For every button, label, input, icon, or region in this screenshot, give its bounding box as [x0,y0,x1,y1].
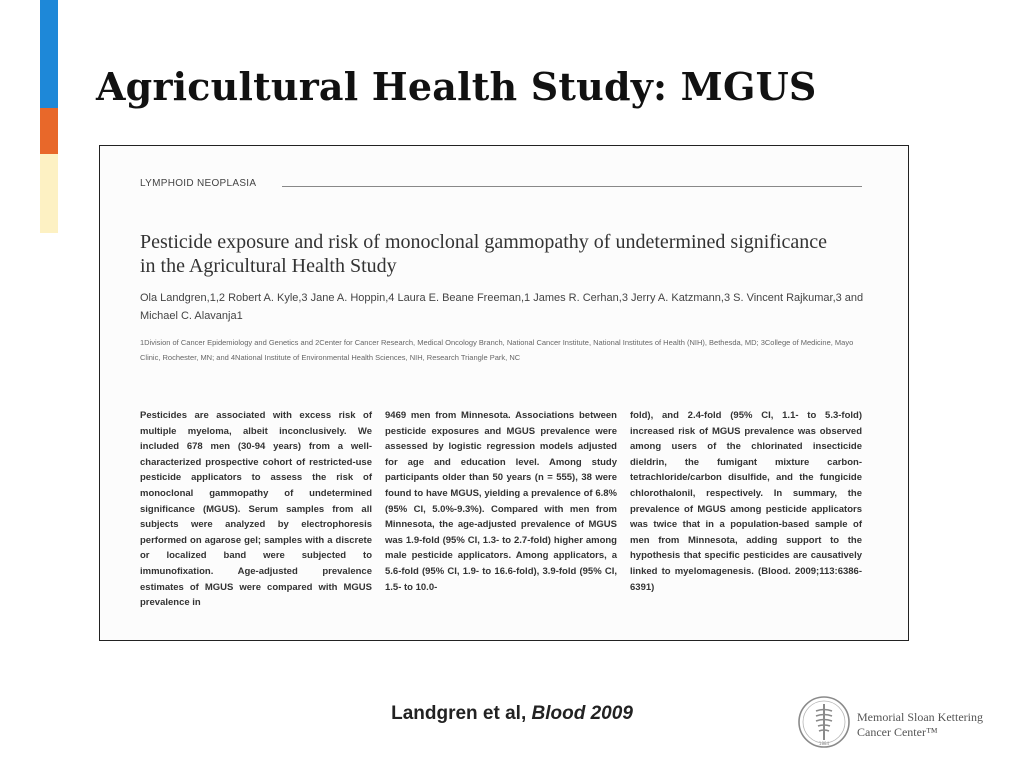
author-list: Ola Landgren,1,2 Robert A. Kyle,3 Jane A. Hoppin,4 Laura E. Beane Freeman,1 James R. Cerhan,3 Jerry A. Katzmann,3 S. Vincent Rajkumar,3 and Michael C. Alavanja1 [140,292,864,322]
logo-name-line-2: Cancer Center™ [857,725,938,739]
emblem-year: 1884 [818,741,830,746]
accent-blue-segment [40,0,58,108]
affiliations: 1Division of Cancer Epidemiology and Genetics and 2Center for Cancer Research, Medical Oncology Branch, National Cancer Institute, National Institutes of Health (NIH), Bethesda, MD; 3College of Medicine, Mayo Clinic, Rochester, MN; and 4National Institute of Environmental Health Sciences, NIH, Research Triangle Park, NC [140,338,854,362]
paper-title: Pesticide exposure and risk of monoclonal gammopathy of undetermined significance in the Agricultural Health Study [140,231,828,277]
citation-journal: Blood 2009 [531,703,633,724]
slide-title: Agricultural Health Study: MGUS [96,64,817,109]
section-label: LYMPHOID NEOPLASIA [140,178,257,189]
abstract-column-3: fold), and 2.4-fold (95% CI, 1.1- to 5.3-fold) increased risk of MGUS prevalence was observed among users of the chlorinated insecticide dieldrin, the fumigant mixture carbon-tetrachloride/carbon disulfide, and the fungicide chlorothalonil, respectively. In summary, the prevalence of MGUS among pesticide applicators was twice that in a population-based sample of men from Minnesota, adding support to the hypothesis that specific pesticides are causatively linked to myelomagenesis. (Blood. 2009;113:6386-6391) [630,410,862,593]
accent-orange-segment [40,108,58,154]
section-header [140,178,862,192]
accent-bar [40,0,58,233]
article-image [99,145,909,641]
abstract-column-1: Pesticides are associated with excess risk of multiple myeloma, albeit inconclusively. We included 678 men (30-94 years) from a well-characterized prospective cohort of restricted-use pesticide applicators to assess the risk of monoclonal gammopathy of undetermined significance (MGUS). Serum samples from all subjects were analyzed by electrophoresis performed on agarose gel; samples with a discrete or localized band were subjected to immunofixation. Age-adjusted prevalence estimates of MGUS were compared with MGUS prevalence in [140,410,372,609]
citation-authors: Landgren et al, [391,703,527,724]
accent-yellow-segment [40,154,58,233]
section-rule [282,186,862,187]
caduceus-emblem-icon [797,694,851,750]
abstract-column-2: 9469 men from Minnesota. Associations between pesticide exposures and MGUS prevalence were assessed by logistic regression models adjusted for age and education level. Among study participants older than 50 years (n = 555), 38 were found to have MGUS, yielding a prevalence of 6.8% (95% CI, 5.0%-9.3%). Compared with men from Minnesota, the age-adjusted prevalence of MGUS was 1.9-fold (95% CI, 1.3- to 2.7-fold) higher among male pesticide applicators. Among applicators, a 5.6-fold (95% CI, 1.9- to 16.6-fold), 3.9-fold (95% CI, 1.5- to 10.0- [385,410,617,593]
msk-logo [797,694,997,754]
logo-name-line-1: Memorial Sloan Kettering [857,710,983,724]
